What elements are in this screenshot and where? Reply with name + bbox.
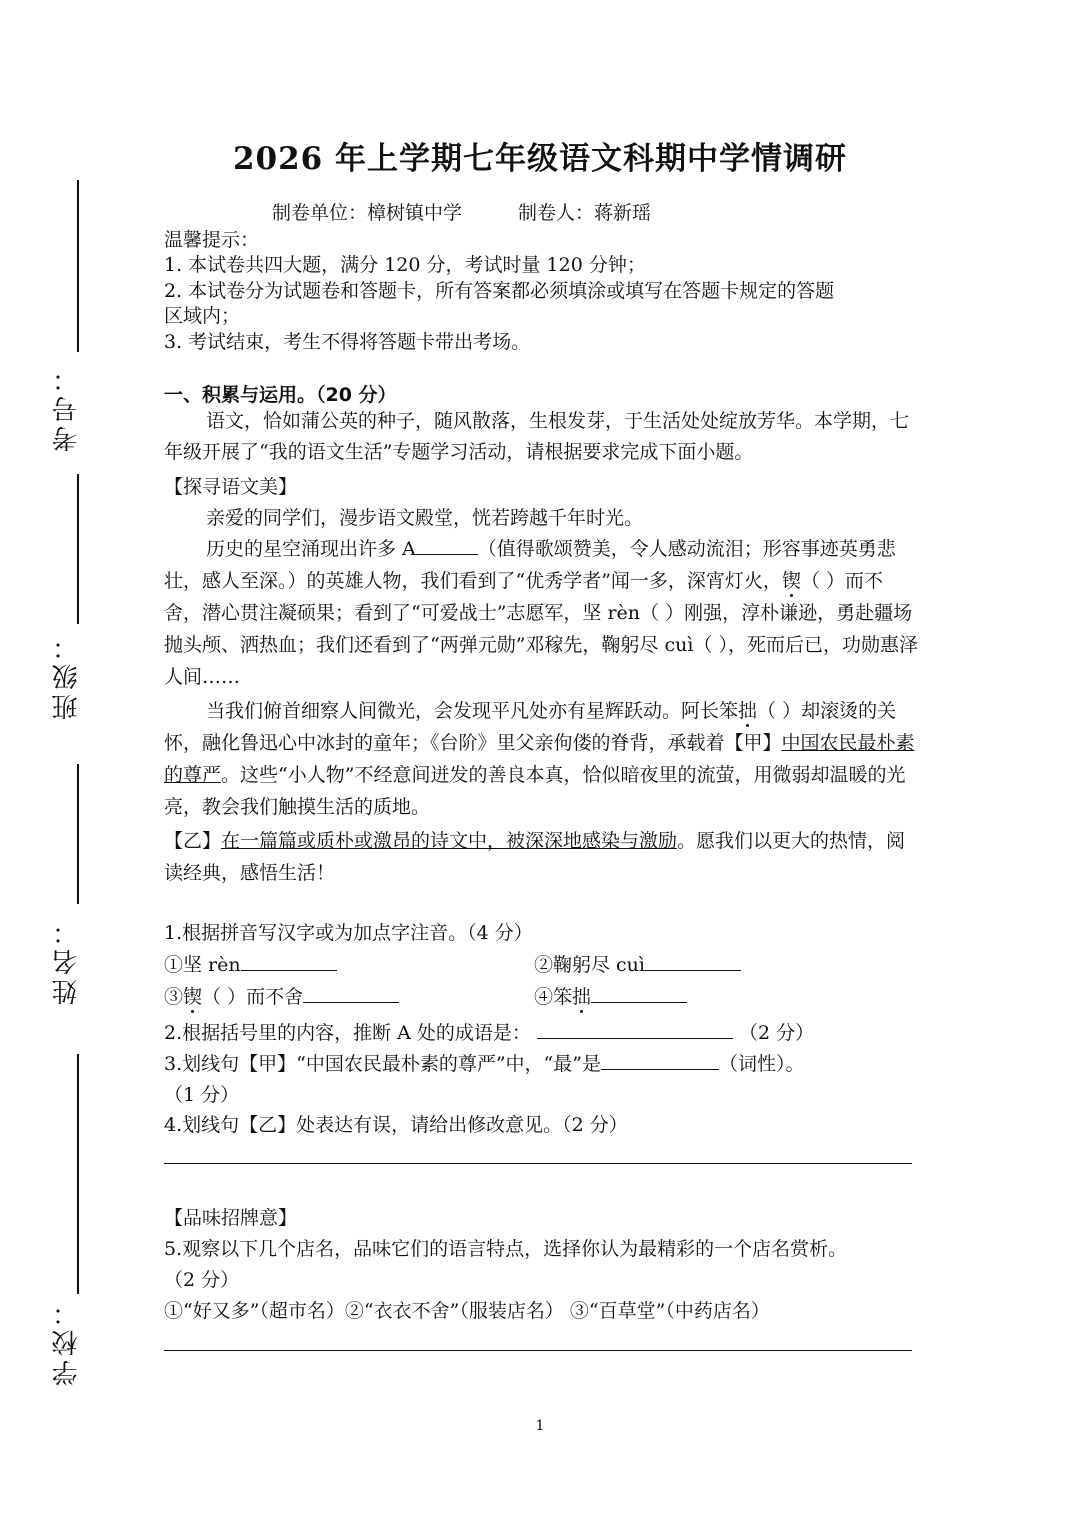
question-1-row-2: [164, 982, 920, 1009]
q1-option-3-num: ③: [164, 986, 184, 1008]
passage-p2: [164, 533, 920, 693]
passage-p2-b: （值得歌颂赞美，令人感动流泪；形容事迹英勇悲壮，感人至深。）的英雄人物，我们看到了“优秀学者”闻一多，深宵灯火，: [164, 538, 896, 592]
dotted-char-qie: 锲: [781, 570, 801, 592]
q2-answer[interactable]: [537, 1020, 733, 1039]
binding-line: [77, 474, 79, 624]
question-2: [164, 1018, 920, 1045]
name-label: 姓名：: [52, 915, 82, 1005]
blank-a: [416, 536, 478, 555]
passage-p2-a: 历史的星空涌现出许多 A: [206, 538, 416, 560]
maker-author: 制卷人：蒋新瑶: [518, 202, 652, 224]
q1-answer-2[interactable]: [645, 952, 741, 971]
q1-dotted-char-qie: 锲: [183, 986, 203, 1008]
passage-p3-c: （ ）却滚烫的关怀，融化鲁迅心中冰封的童年；《台阶》里父亲佝偻的脊背，承载着: [164, 700, 897, 754]
question-1-row-1: [164, 950, 920, 977]
dotted-char-zhuo: 拙: [738, 700, 758, 722]
question-3: [164, 1049, 920, 1076]
q5-answer-line[interactable]: [164, 1350, 912, 1351]
q1-dotted-char-zhuo: 拙: [572, 986, 592, 1008]
exam-maker-line: [272, 198, 651, 225]
passage-p3: [164, 695, 920, 823]
q3-answer[interactable]: [601, 1051, 719, 1070]
passage-p4: [164, 825, 920, 889]
binding-line: [77, 1054, 79, 1294]
tip-2a: 2. 本试卷分为试题卷和答题卡，所有答案都必须填涂或填写在答题卡规定的答题: [164, 280, 835, 302]
tip-1: 1. 本试卷共四大题，满分 120 分，考试时量 120 分钟；: [164, 254, 646, 276]
question-5-items: ①“好又多”（超市名）②“衣衣不舍”（服装店名） ③“百草堂”（中药店名）: [164, 1300, 770, 1322]
school-label: 学校：: [52, 1296, 82, 1386]
q4-answer-line[interactable]: [164, 1163, 912, 1164]
exam-title: 2026 年上学期七年级语文科期中学情调研: [232, 141, 848, 177]
q1-answer-1[interactable]: [241, 952, 337, 971]
question-5: 5.观察以下几个店名，品味它们的语言特点，选择你认为最精彩的一个店名赏析。: [164, 1238, 848, 1260]
exam-number-label: 考号：: [52, 362, 82, 452]
passage-p3-d: 。这些“小人物”不经意间迸发的善良本真，恰似暗夜里的流萤，用微弱却温暖的光亮，教会我们触摸生活的质地。: [164, 764, 906, 818]
passage-p1: 亲爱的同学们，漫步语文殿堂，恍若跨越千年时光。: [206, 507, 644, 529]
q3-tail: （词性）。: [718, 1053, 805, 1075]
tip-2b: 区域内；: [164, 305, 241, 327]
binding-line: [77, 764, 79, 904]
subsection-signboard: 【品味招牌意】: [164, 1207, 298, 1229]
tag-yi: 【乙】: [164, 830, 222, 852]
q2-score: （2 分）: [739, 1022, 815, 1044]
question-4: 4.划线句【乙】处表达有误，请给出修改意见。（2 分）: [164, 1114, 628, 1136]
question-3-score: （1 分）: [164, 1084, 240, 1106]
question-1: 1.根据拼音写汉字或为加点字注音。（4 分）: [164, 922, 533, 944]
page-number: 1: [535, 1418, 545, 1434]
maker-unit: 制卷单位：樟树镇中学: [272, 202, 463, 224]
tag-jia: 【甲】: [724, 732, 782, 754]
question-5-score: （2 分）: [164, 1269, 240, 1291]
section-1-intro: 语文，恰如蒲公英的种子，随风散落，生根发芽，于生活处处绽放芳华。本学期，七年级开展了“我的语文生活”专题学习活动，请根据要求完成下面小题。: [164, 410, 910, 463]
q1-option-4: ④笨: [534, 986, 573, 1008]
passage-p2-d: （ ）而不舍，潜心贯注凝硕果；看到了“可爱战士”志愿军，坚 rèn（ ）刚强，淳朴谦逊，勇赴疆场抛头颅、洒热血；我们还看到了“两弹元勋”邓稼先，鞠躬尽 cuì（ ），死而后已，功勋惠泽人间……: [164, 570, 918, 688]
underlined-sentence-jia: 中国农民最朴素的尊严: [164, 732, 915, 786]
q1-option-1: ①坚 rèn: [164, 954, 241, 976]
tips-heading: 温馨提示：: [164, 229, 260, 251]
passage-p4-b: 。愿我们以更大的热情，阅读经典，感悟生活！: [164, 830, 906, 884]
q3-text: 3.划线句【甲】“中国农民最朴素的尊严”中，“最”是: [164, 1053, 601, 1075]
q1-answer-3[interactable]: [303, 984, 399, 1003]
passage-p3-a: 当我们俯首细察人间微光，会发现平凡处亦有星辉跃动。阿长笨: [206, 700, 739, 722]
section-1-heading: 一、积累与运用。（20 分）: [164, 384, 397, 406]
binding-line: [77, 180, 79, 352]
underlined-sentence-yi: 在一篇篇或质朴或激昂的诗文中，被深深地感染与激励: [221, 830, 678, 852]
q2-text: 2.根据括号里的内容，推断 A 处的成语是：: [164, 1022, 531, 1044]
tip-3: 3. 考试结束，考生不得将答题卡带出考场。: [164, 331, 531, 353]
q1-answer-4[interactable]: [591, 984, 687, 1003]
subsection-explore: 【探寻语文美】: [164, 476, 298, 498]
class-label: 班级：: [52, 630, 82, 720]
q1-option-2: ②鞠躬尽 cuì: [534, 954, 645, 976]
q1-option-3: （ ）而不舍: [202, 986, 304, 1008]
